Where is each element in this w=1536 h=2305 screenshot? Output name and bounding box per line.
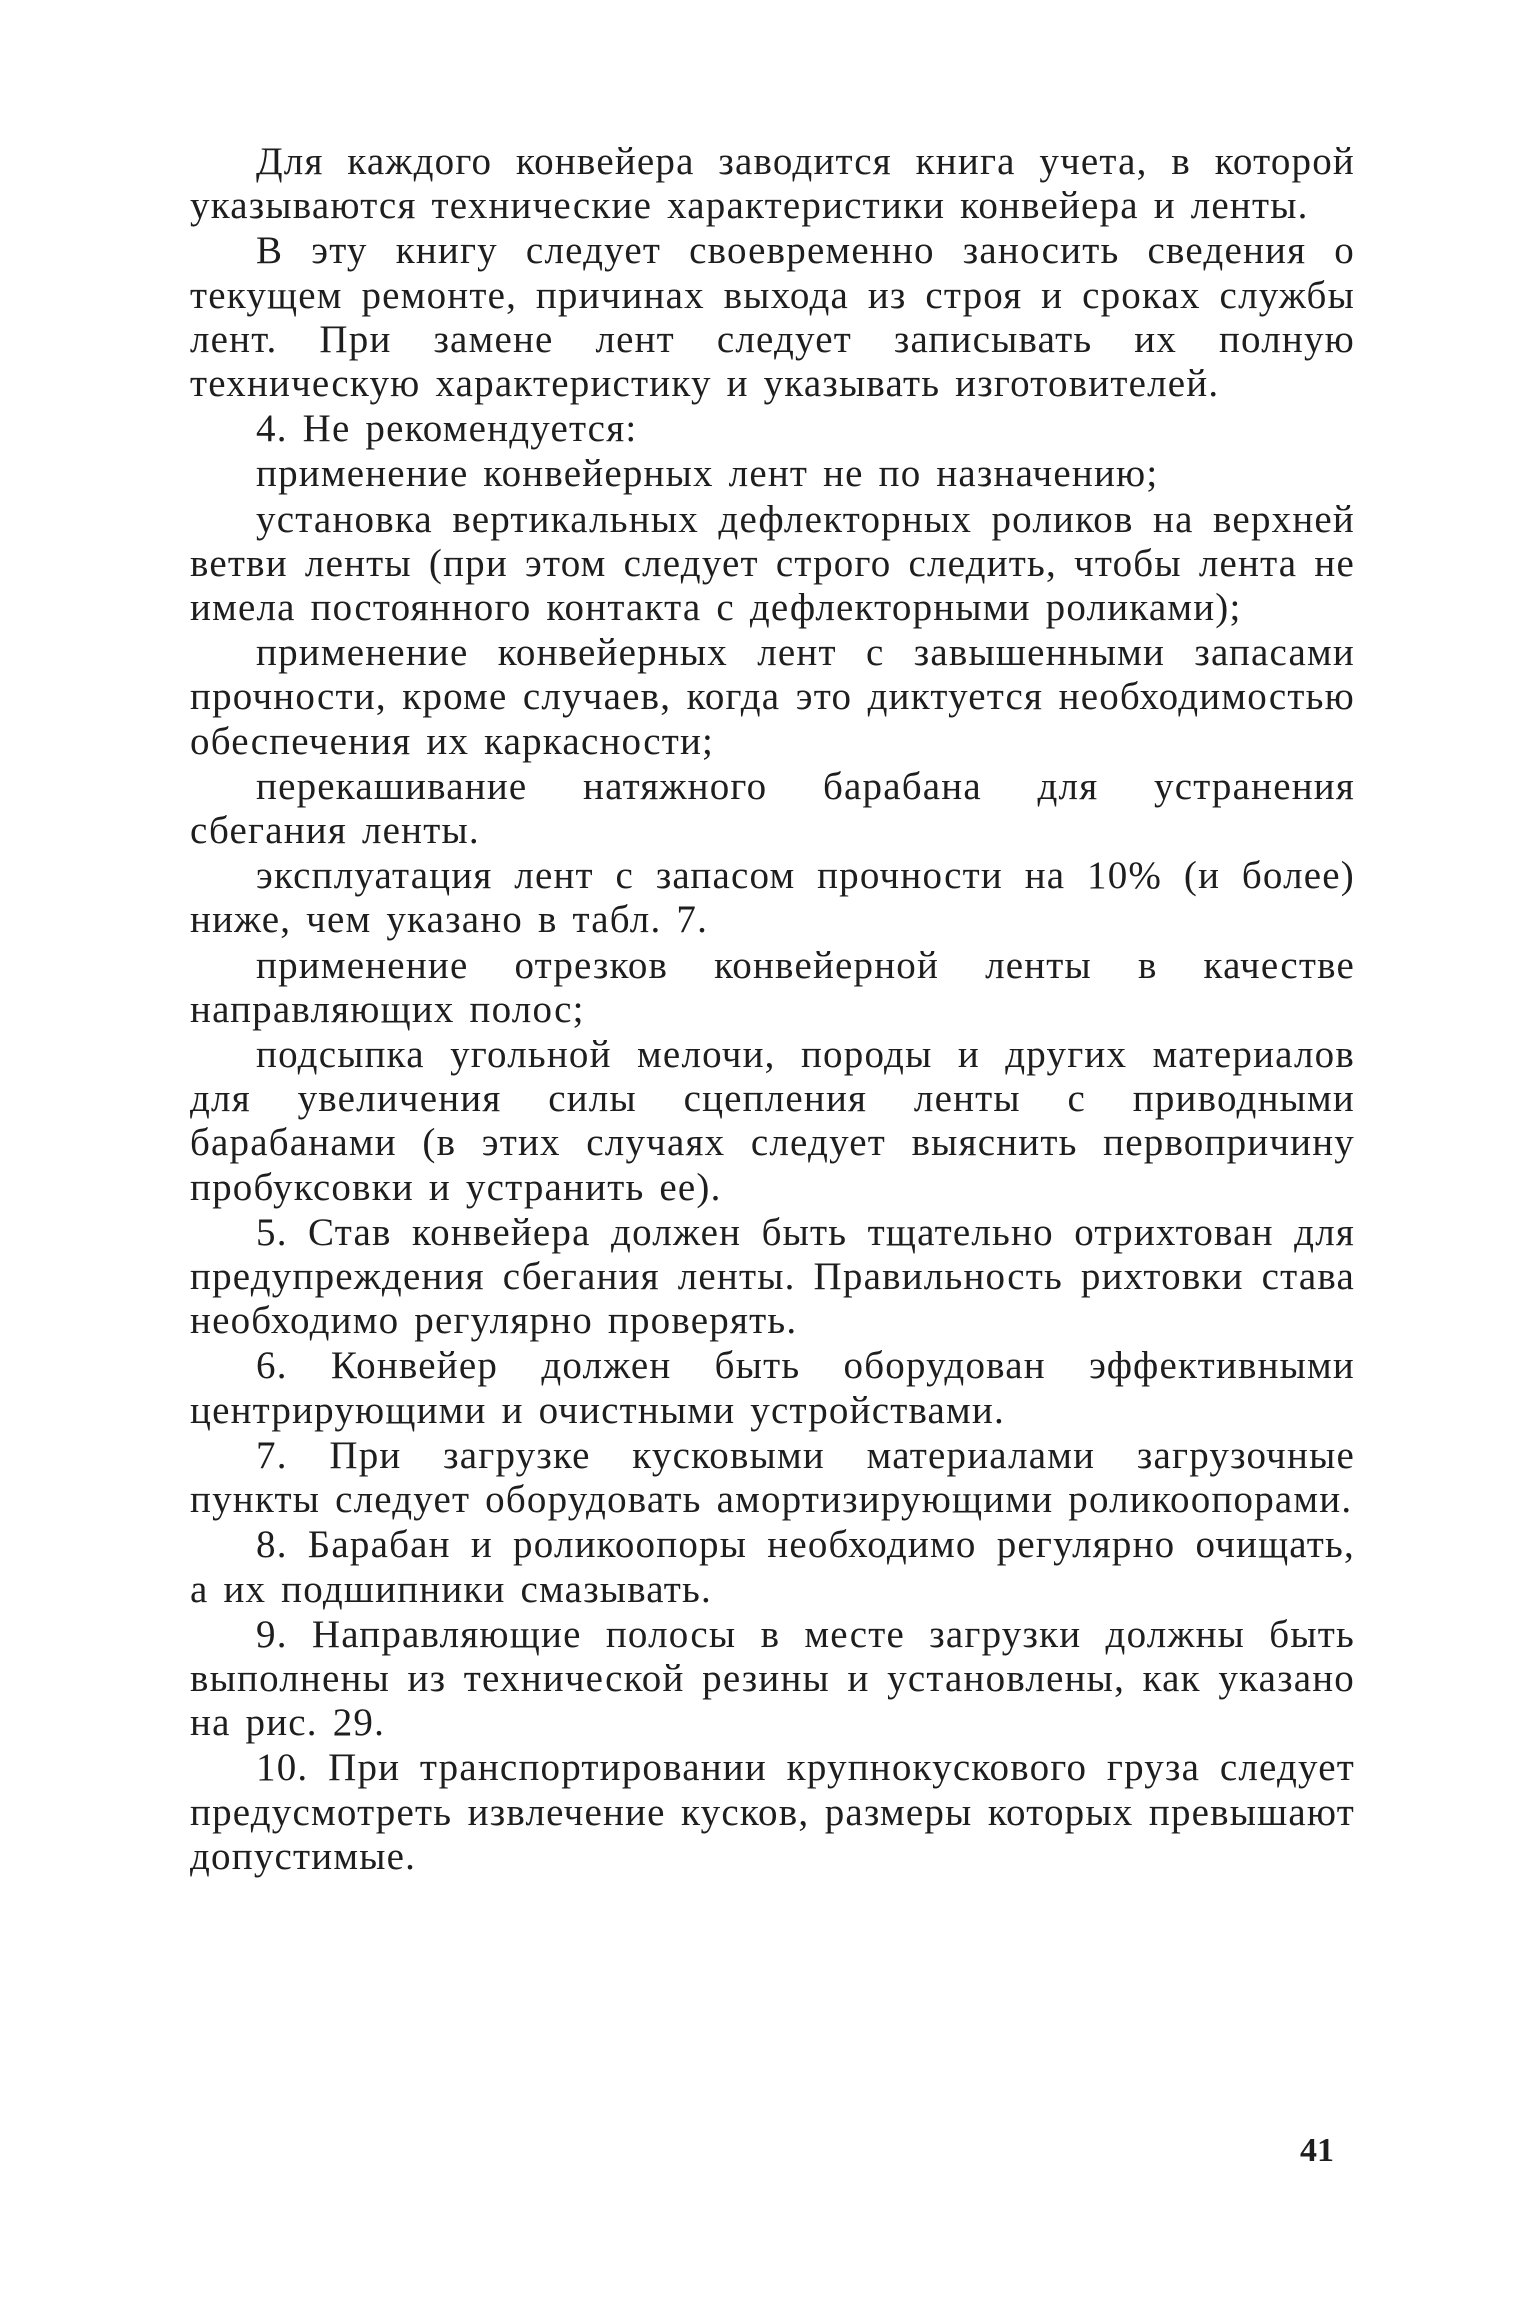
paragraph-item-8: 8. Барабан и роликоопоры необходимо регулярно очищать, а их подшипники смазывать. <box>190 1523 1355 1611</box>
page-body <box>190 140 1355 1879</box>
paragraph-item-4-e: эксплуатация лент с запасом прочности на 10% (и более) ниже, чем указано в табл. 7. <box>190 854 1355 942</box>
paragraph-item-4-f: применение отрезков конвейерной ленты в качестве направляющих полос; <box>190 943 1355 1031</box>
paragraph-item-7: 7. При загрузке кусковыми материалами загрузочные пункты следует оборудовать амортизирующими роликоопорами. <box>190 1433 1355 1522</box>
paragraph-item-4-d: перекашивание натяжного барабана для устранения сбегания ленты. <box>190 764 1355 853</box>
paragraph-item-9: 9. Направляющие полосы в месте загрузки должны быть выполнены из технической резины и установлены, как указано на рис. 29. <box>190 1612 1355 1745</box>
paragraph-item-5: 5. Став конвейера должен быть тщательно отрихтован для предупреждения сбегания ленты. Правильность рихтовки става необходимо регулярно проверять. <box>190 1210 1355 1343</box>
paragraph-logbook: Для каждого конвейера заводится книга учета, в которой указываются технические характеристики конвейера и ленты. <box>190 140 1355 228</box>
paragraph-item-4-a: применение конвейерных лент не по назначению; <box>256 452 1159 496</box>
paragraph-item-4-b: установка вертикальных дефлекторных роликов на верхней ветви ленты (при этом следует строго следить, чтобы лента не имела постоянного контакта с дефлекторными роликами); <box>190 497 1355 630</box>
paragraph-item-4-heading: 4. Не рекомендуется: <box>256 407 638 451</box>
paragraph-item-10: 10. При транспортировании крупнокускового груза следует предусмотреть извлечение кусков, размеры которых превышают допустимые. <box>190 1746 1355 1878</box>
paragraph-item-4-c: применение конвейерных лент с завышенными запасами прочности, кроме случаев, когда это диктуется необходимостью обеспечения их каркасности; <box>190 631 1355 763</box>
paragraph-item-6: 6. Конвейер должен быть оборудован эффективными центрирующими и очистными устройствами. <box>190 1344 1355 1432</box>
paragraph-item-4-g: подсыпка угольной мелочи, породы и других материалов для увеличения силы сцепления ленты с приводными барабанами (в этих случаях следует выяснить первопричину пробуксовки и устранить ее). <box>190 1033 1355 1209</box>
paragraph-logbook-records: В эту книгу следует своевременно заносить сведения о текущем ремонте, причинах выхода из строя и сроках службы лент. При замене лент следует записывать их полную техническую характеристику и указывать изготовителей. <box>190 229 1355 406</box>
page-number: 41 <box>1300 2132 1334 2169</box>
